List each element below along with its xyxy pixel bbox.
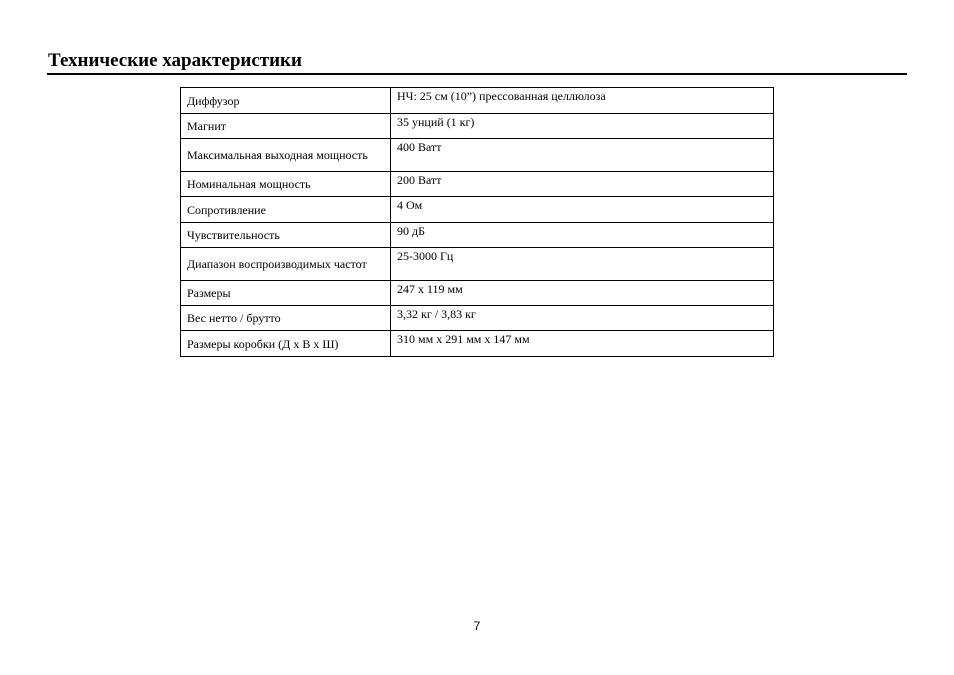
table-row [181, 197, 774, 223]
table-row [181, 281, 774, 306]
table-row [181, 114, 774, 139]
spec-param: Диффузор [181, 88, 391, 114]
spec-param: Чувствительность [181, 223, 391, 248]
spec-param: Вес нетто / брутто [181, 306, 391, 331]
specifications-table [180, 87, 774, 357]
spec-param: Номинальная мощность [181, 172, 391, 197]
spec-value: 4 Ом [391, 197, 774, 223]
spec-value: 200 Ватт [391, 172, 774, 197]
table-row [181, 306, 774, 331]
table-row [181, 172, 774, 197]
table-row [181, 88, 774, 114]
spec-value: 247 x 119 мм [391, 281, 774, 306]
spec-param: Размеры коробки (Д x В x Ш) [181, 331, 391, 357]
spec-param: Магнит [181, 114, 391, 139]
spec-param: Размеры [181, 281, 391, 306]
table-row [181, 139, 774, 172]
spec-value: 310 мм x 291 мм x 147 мм [391, 331, 774, 357]
spec-value: НЧ: 25 см (10”) прессованная целлюлоза [391, 88, 774, 114]
page-number: 7 [473, 619, 481, 633]
table-row [181, 223, 774, 248]
title-underline [47, 73, 907, 75]
page-title: Технические характеристики [48, 50, 302, 71]
table-row [181, 248, 774, 281]
spec-value: 25-3000 Гц [391, 248, 774, 281]
spec-param: Максимальная выходная мощность [181, 139, 391, 172]
spec-param: Диапазон воспроизводимых частот [181, 248, 391, 281]
spec-value: 35 унций (1 кг) [391, 114, 774, 139]
spec-value: 90 дБ [391, 223, 774, 248]
spec-value: 3,32 кг / 3,83 кг [391, 306, 774, 331]
spec-param: Сопротивление [181, 197, 391, 223]
spec-value: 400 Ватт [391, 139, 774, 172]
table-row [181, 331, 774, 357]
